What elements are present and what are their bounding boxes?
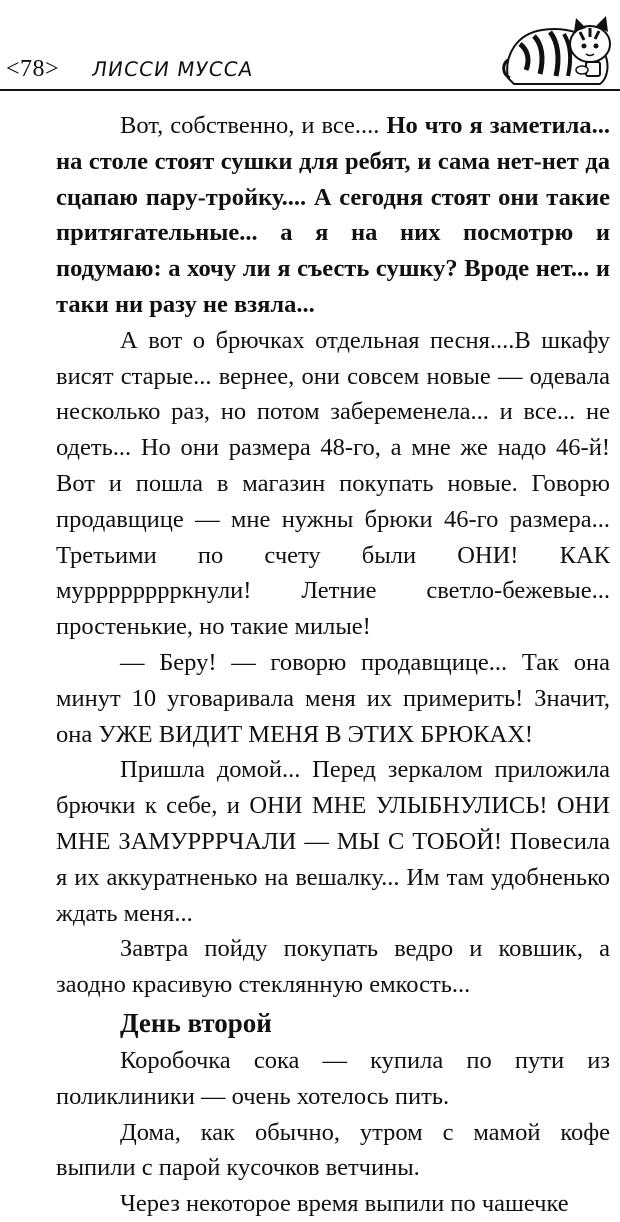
running-title: ЛИССИ МУССА bbox=[90, 57, 255, 81]
paragraph-1 bbox=[56, 108, 610, 323]
page-number: <78> bbox=[6, 56, 60, 82]
page-header bbox=[0, 0, 620, 92]
paragraph-4: Пришла домой... Перед зеркалом приложила брючки к себе, и ОНИ МНЕ УЛЫБНУЛИСЬ! ОНИ МНЕ ЗАМУРРРЧАЛИ — МЫ С ТОБОЙ! Повесила я их аккуратненько на вешалку... Им там удобненько ждать меня... bbox=[56, 756, 610, 927]
section-paragraph-1: Коробочка сока — купила по пути из поликлиники — очень хотелось пить. bbox=[56, 1046, 610, 1110]
page-body bbox=[56, 108, 610, 1222]
section-paragraph-3: Через некоторое время выпили по чашечке bbox=[120, 1190, 569, 1218]
paragraph-1-normal: Вот, собственно, и все.... bbox=[120, 112, 387, 139]
paragraph-2: А вот о брючках отдельная песня....В шкафу висят старые... вернее, они совсем новые — одевала несколько раз, но потом забеременела... и все... не одеть... Но они размера 48-го, а мне же надо 46-й! Вот и пошла в магазин покупать новые. Говорю продавщице — мне нужны брюки 46-го размера... Третьими по счету были ОНИ! КАК мурррррррркнули! Летние светло-бежевые... простенькие, но такие милые! bbox=[56, 326, 610, 641]
paragraph-5: Завтра пойду покупать ведро и ковшик, а заодно красивую стеклянную емкость... bbox=[56, 935, 610, 999]
section-paragraph-2: Дома, как обычно, утром с мамой кофе выпили с парой кусочков ветчины. bbox=[56, 1118, 610, 1182]
paragraph-1-bold: Но что я заметила... на столе стоят сушки для ребят, и сама нет-нет да сцапаю пару-тройку.... А сегодня стоят они такие притягательные... а я на них посмотрю и подумаю: а хочу ли я съесть сушку? Вроде нет... и таки ни разу не взяла... bbox=[56, 112, 610, 318]
paragraph-3: — Беру! — говорю продавщице... Так она минут 10 уговаривала меня их примерить! Значит, она УЖЕ ВИДИТ МЕНЯ В ЭТИХ БРЮКАХ! bbox=[56, 648, 610, 748]
header-divider bbox=[0, 89, 620, 91]
striped-cat-icon bbox=[500, 4, 618, 88]
section-heading: День второй bbox=[120, 1007, 272, 1038]
